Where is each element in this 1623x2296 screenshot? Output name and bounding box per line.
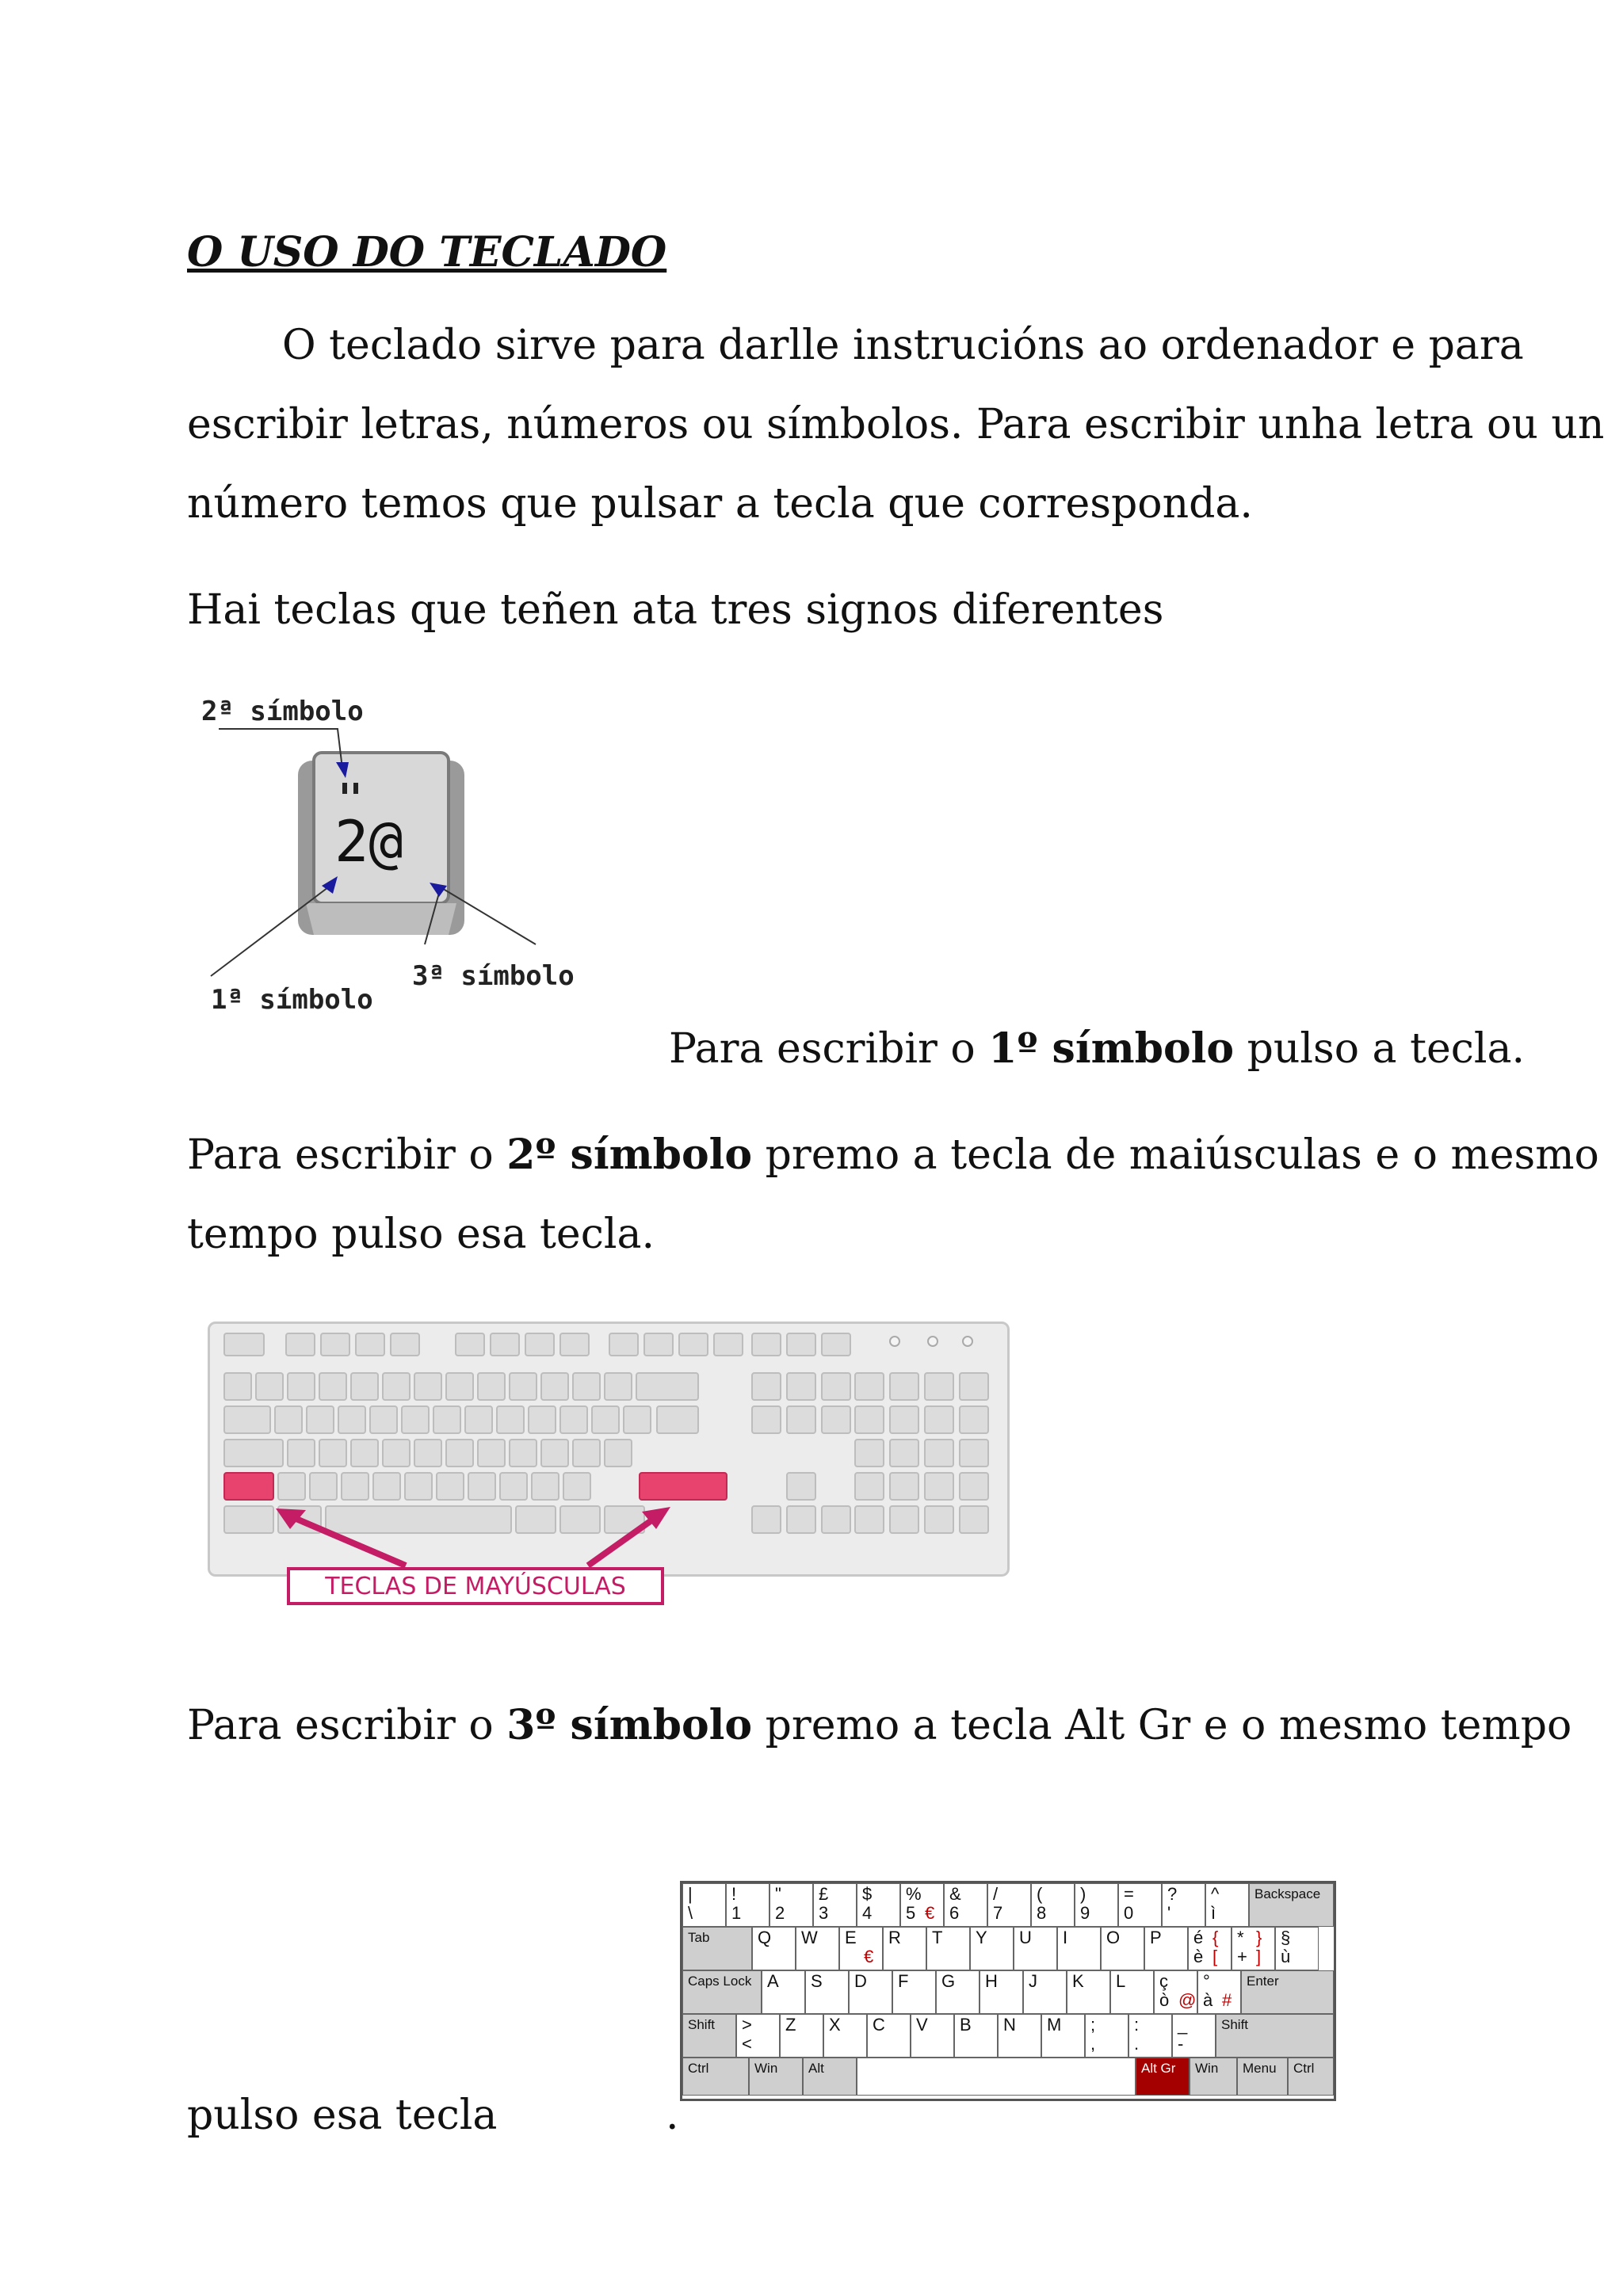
key-label: H [985,1971,998,1991]
layout-key [762,1970,805,2014]
key-label: O [1106,1928,1121,1947]
key-label: 2 [775,1903,785,1923]
layout-key [1110,1970,1154,2014]
keyboard-shift-illustration [208,1322,1010,1607]
key-label: > [742,2015,752,2035]
key-label: 9 [1080,1903,1090,1923]
key-label: Shift [1221,2017,1249,2032]
layout-key [883,1927,926,1970]
layout-key [752,1927,796,1970]
layout-key [1101,1927,1144,1970]
layout-key [987,1883,1031,1927]
key-label: " [775,1884,781,1904]
key-label: * [1237,1928,1244,1947]
key-label: Win [1195,2061,1219,2076]
key-label: Tab [688,1930,710,1945]
key-label: 5 [906,1903,916,1923]
key-label: Shift [688,2017,716,2032]
key-label-altgr: # [1222,1990,1232,2010]
layout-key-backspace [1249,1883,1334,1927]
layout-key [1232,1927,1275,1970]
layout-key [998,2014,1041,2058]
layout-key-shift-right [1216,2014,1334,2058]
layout-key-shift-left [682,2014,736,2058]
paragraph2: Hai teclas que teñen ata tres signos diferentes [187,586,1164,634]
key-label: I [1063,1928,1068,1947]
key-label: M [1047,2015,1062,2035]
key-label: F [898,1971,909,1991]
key-label: ç [1159,1971,1168,1991]
layout-key [867,2014,911,2058]
key-label: Menu [1243,2061,1277,2076]
layout-key-menu [1237,2058,1288,2096]
key-label: C [873,2015,885,2035]
key-label: 1 [731,1903,742,1923]
layout-key [1188,1927,1232,1970]
key-label: T [932,1928,943,1947]
layout-key [892,1970,936,2014]
layout-key [926,1927,970,1970]
key-label-altgr: } [1256,1928,1262,1947]
key-label: | [688,1884,693,1904]
key-label: 6 [949,1903,960,1923]
key-label: V [916,2015,928,2035]
key-label: Backspace [1254,1886,1321,1901]
key-label: - [1178,2034,1184,2054]
key-label: K [1072,1971,1084,1991]
key-label: ù [1281,1947,1291,1966]
layout-key [805,1970,849,2014]
layout-key [936,1970,980,2014]
key-label: Q [758,1928,772,1947]
key-label: 0 [1124,1903,1134,1923]
layout-key-enter [1241,1970,1334,2014]
paragraph1-line1: O teclado sirve para darlle instrucións ao ordenador e para [282,322,1524,369]
key-label: \ [688,1903,693,1923]
layout-key [1057,1927,1101,1970]
key-label: G [941,1971,956,1991]
layout-key [900,1883,944,1927]
layout-key [1075,1883,1118,1927]
layout-key [823,2014,867,2058]
key-label: U [1019,1928,1032,1947]
layout-key [944,1883,987,1927]
layout-key [911,2014,954,2058]
key-label: % [906,1884,922,1904]
key-label: ! [731,1884,737,1904]
key-label: é [1193,1928,1204,1947]
layout-key [954,2014,998,2058]
last-line: pulso esa tecla [187,2092,498,2139]
key-label: . [1134,2034,1140,2054]
layout-key [1067,1970,1110,2014]
key-label: / [993,1884,999,1904]
shift-keys-caption: TECLAS DE MAYÚSCULAS [287,1567,664,1605]
key-label-altgr: [ [1212,1947,1218,1966]
key-label: E [845,1928,857,1947]
key-label: § [1281,1928,1291,1947]
key-label: Ctrl [1293,2061,1315,2076]
layout-key [736,2014,780,2058]
layout-key-alt [803,2058,857,2096]
key-label: ' [1167,1903,1171,1923]
label-2nd-symbol: 2ª símbolo [201,696,364,727]
layout-key-ctrl-left [682,2058,749,2096]
key-label: ) [1080,1884,1086,1904]
key-label-altgr: € [864,1947,874,1966]
layout-key [1205,1883,1249,1927]
key-label: J [1029,1971,1037,1991]
layout-key [1172,2014,1216,2058]
layout-key [1144,1927,1188,1970]
key-label-altgr: € [925,1903,935,1923]
layout-key [857,1883,900,1927]
layout-key-altgr [1136,2058,1190,2096]
key-label: Z [785,2015,796,2035]
key-label: S [811,1971,823,1991]
key-label: Caps Lock [688,1974,752,1989]
key-label: = [1124,1884,1134,1904]
layout-key [1085,2014,1128,2058]
page-title: O USO DO TECLADO [187,228,667,277]
key-label: ^ [1211,1884,1220,1904]
layout-key [1023,1970,1067,2014]
key-label: : [1134,2015,1140,2035]
shift-arrows [208,1322,1010,1607]
key-label: < [742,2034,752,2054]
layout-key [1128,2014,1172,2058]
key-label: _ [1178,2015,1188,2035]
key-label: à [1203,1990,1213,2010]
key-label: Win [754,2061,778,2076]
layout-key [796,1927,839,1970]
paragraph1-line3: número temos que pulsar a tecla que corresponda. [187,480,1253,528]
layout-key-ctrl-right [1288,2058,1334,2096]
key-label: Alt Gr [1141,2061,1176,2076]
layout-key [1154,1970,1197,2014]
key-main-symbols: 2@ [334,808,403,875]
italian-layout-keyboard [680,1881,1336,2101]
key-label: Y [976,1928,987,1947]
key-label: 4 [862,1903,873,1923]
key-label: B [960,2015,972,2035]
key-label: D [854,1971,867,1991]
layout-key-win-right [1190,2058,1237,2096]
key-label-altgr: { [1212,1928,1219,1947]
key-label: 7 [993,1903,1003,1923]
layout-key-capslock [682,1970,762,2014]
layout-key [780,2014,823,2058]
layout-key [970,1927,1014,1970]
layout-key [849,1970,892,2014]
symbol2-line1: Para escribir o 2º símbolo premo a tecla de maiúsculas e o mesmo [187,1131,1599,1179]
key-label: ì [1211,1903,1216,1923]
layout-key-win-left [749,2058,803,2096]
key-label: 3 [819,1903,829,1923]
key-label: + [1237,1947,1247,1966]
key-label: & [949,1884,961,1904]
layout-key-tab [682,1927,752,1970]
layout-key-space [857,2058,1136,2096]
layout-key [1118,1883,1162,1927]
key-label-altgr: @ [1178,1990,1197,2010]
label-3rd-symbol: 3ª símbolo [412,960,575,992]
paragraph1-line2: escribir letras, números ou símbolos. Para escribir unha letra ou un [187,401,1605,448]
key-label: ; [1090,2015,1096,2035]
key-label: X [829,2015,841,2035]
layout-key [726,1883,769,1927]
key-label: W [801,1928,818,1947]
layout-key [1197,1970,1241,2014]
layout-key [839,1927,883,1970]
label-1st-symbol: 1ª símbolo [211,984,373,1016]
key-label: R [888,1928,901,1947]
key-label: £ [819,1884,829,1904]
key-label: L [1116,1971,1126,1991]
key-label: è [1193,1947,1204,1966]
symbol2-line2: tempo pulso esa tecla. [187,1211,655,1258]
key-label: 8 [1037,1903,1047,1923]
layout-key [1275,1927,1319,1970]
layout-key [980,1970,1023,2014]
layout-key [813,1883,857,1927]
layout-key [769,1883,813,1927]
key-label: A [767,1971,779,1991]
key-label: $ [862,1884,873,1904]
key-label: N [1003,2015,1016,2035]
key-label: Enter [1247,1974,1279,1989]
key-label: ( [1037,1884,1043,1904]
key-label: , [1090,2034,1096,2054]
layout-key [682,1883,726,1927]
layout-key [1041,2014,1085,2058]
key-label: P [1150,1928,1162,1947]
last-dot: . [666,2092,679,2139]
key-label: Ctrl [688,2061,709,2076]
symbol3-line: Para escribir o 3º símbolo premo a tecla Alt Gr e o mesmo tempo [187,1701,1572,1749]
layout-key [1162,1883,1205,1927]
layout-key [1031,1883,1075,1927]
key-label-altgr: ] [1256,1947,1262,1966]
symbol1-line: Para escribir o 1º símbolo pulso a tecla. [669,1024,1526,1073]
layout-key [1014,1927,1057,1970]
key-label: ? [1167,1884,1178,1904]
key-label: ° [1203,1971,1210,1991]
key-label: Alt [808,2061,824,2076]
key-label: ò [1159,1990,1170,2010]
key-diagram [187,689,575,1022]
